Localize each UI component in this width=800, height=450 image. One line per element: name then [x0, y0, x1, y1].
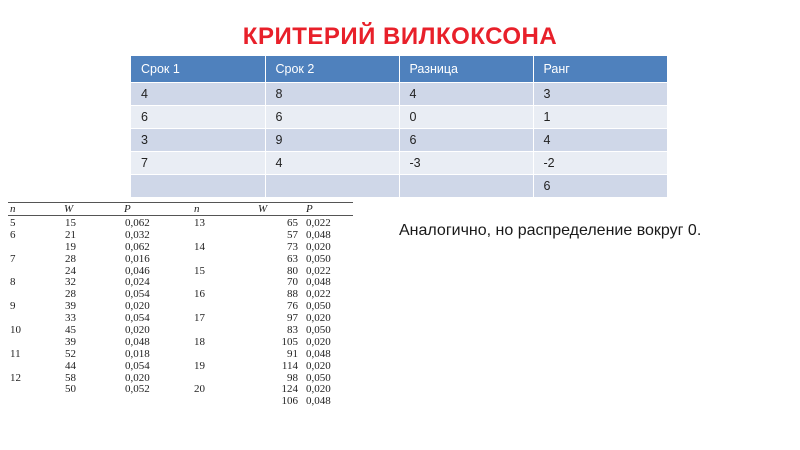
table-cell-n: 8 [10, 276, 16, 289]
table-cell-n: 15 [194, 264, 205, 277]
table-cell-w: 52 [65, 347, 76, 360]
table-row [10, 254, 180, 266]
critical-table-left-block [10, 218, 180, 396]
table-cell-p: 0,062 [125, 240, 150, 253]
table-cell-p: 0,022 [306, 264, 331, 277]
table-cell: 4 [265, 151, 399, 174]
table-cell-n: 19 [194, 359, 205, 372]
table-row [10, 313, 180, 325]
table-cell-p: 0,020 [306, 240, 331, 253]
table-row [10, 349, 180, 361]
table-cell-w: 63 [287, 252, 298, 265]
table-cell-w: 76 [287, 300, 298, 313]
table-cell: 6 [533, 174, 667, 197]
table-row [10, 218, 180, 230]
table-cell-w: 57 [287, 228, 298, 241]
table-cell-w: 83 [287, 324, 298, 337]
table-row [10, 289, 180, 301]
table-cell: 4 [131, 82, 265, 105]
header-p-right: P [306, 203, 313, 215]
table-row [10, 373, 180, 385]
table-row [10, 242, 180, 254]
table-row [10, 337, 180, 349]
table-cell: 9 [265, 128, 399, 151]
header-term-2: Срок 2 [265, 56, 399, 82]
header-p-left: P [124, 203, 131, 215]
table-cell-w: 33 [65, 312, 76, 325]
table-cell-p: 0,048 [306, 395, 331, 408]
table-row [194, 337, 354, 349]
table-cell-n: 13 [194, 217, 205, 229]
table-cell-p: 0,048 [125, 335, 150, 348]
table-row [10, 266, 180, 278]
table-cell-n: 6 [10, 228, 16, 241]
table-cell-w: 114 [281, 359, 298, 372]
table-cell-w: 73 [287, 240, 298, 253]
table-cell-w: 124 [281, 383, 298, 396]
slide-title: КРИТЕРИЙ ВИЛКОКСОНА [242, 23, 558, 50]
table-row [131, 82, 667, 105]
table-row [10, 384, 180, 396]
table-cell-p: 0,020 [125, 324, 150, 337]
table-cell-w: 106 [281, 395, 298, 408]
critical-table-right-block [194, 218, 354, 408]
table-cell-p: 0,050 [306, 300, 331, 313]
table-cell-w: 24 [65, 264, 76, 277]
table-cell-p: 0,018 [125, 347, 150, 360]
table-cell-p: 0,054 [125, 288, 150, 301]
table-cell-w: 39 [65, 335, 76, 348]
table-row [10, 361, 180, 373]
table-cell-n: 12 [10, 371, 21, 384]
table-cell-p: 0,046 [125, 264, 150, 277]
table-cell-n: 18 [194, 335, 205, 348]
table-cell: -3 [399, 151, 533, 174]
table-cell-n: 20 [194, 383, 205, 396]
table-cell-p: 0,022 [306, 288, 331, 301]
table-cell-w: 39 [65, 300, 76, 313]
table-cell-p: 0,020 [125, 300, 150, 313]
table-row [194, 242, 354, 254]
table-cell-p: 0,020 [306, 335, 331, 348]
table-row [131, 151, 667, 174]
header-w-right: W [258, 203, 268, 215]
table-row [10, 301, 180, 313]
table-cell-w: 15 [65, 217, 76, 229]
table-cell-p: 0,024 [125, 276, 150, 289]
critical-table-header [8, 202, 353, 216]
table-cell-p: 0,020 [306, 359, 331, 372]
table-cell-n: 9 [10, 300, 16, 313]
table-cell-p: 0,050 [306, 324, 331, 337]
table-cell: 3 [533, 82, 667, 105]
table-cell-p: 0,020 [306, 312, 331, 325]
table-cell-n: 5 [10, 217, 16, 229]
table-cell-w: 58 [65, 371, 76, 384]
table-cell-w: 32 [65, 276, 76, 289]
table-cell-w: 44 [65, 359, 76, 372]
header-difference: Разница [399, 56, 533, 82]
table-cell: 4 [399, 82, 533, 105]
table-cell-p: 0,020 [306, 383, 331, 396]
table-cell-p: 0,048 [306, 228, 331, 241]
table-cell-p: 0,054 [125, 312, 150, 325]
table-cell-w: 91 [287, 347, 298, 360]
table-cell-w: 21 [65, 228, 76, 241]
header-term-1: Срок 1 [131, 56, 265, 82]
table-cell-w: 105 [281, 335, 298, 348]
table-cell-w: 80 [287, 264, 298, 277]
table-cell: 3 [131, 128, 265, 151]
table-cell-w: 97 [287, 312, 298, 325]
rank-table [131, 56, 667, 197]
table-cell-w: 65 [287, 217, 298, 229]
table-cell-n: 17 [194, 312, 205, 325]
table-cell-w: 70 [287, 276, 298, 289]
table-row [194, 396, 354, 408]
header-n-left: n [10, 203, 16, 215]
table-row [194, 349, 354, 361]
table-cell-w: 50 [65, 383, 76, 396]
table-row [194, 361, 354, 373]
table-cell-p: 0,032 [125, 228, 150, 241]
table-cell-p: 0,050 [306, 252, 331, 265]
table-cell: 7 [131, 151, 265, 174]
table-cell: 8 [265, 82, 399, 105]
table-cell-n: 16 [194, 288, 205, 301]
table-cell [131, 174, 265, 197]
table-cell-n: 14 [194, 240, 205, 253]
table-row [131, 128, 667, 151]
table-cell-p: 0,020 [125, 371, 150, 384]
table-cell-p: 0,022 [306, 217, 331, 229]
table-cell-w: 19 [65, 240, 76, 253]
table-cell-n: 7 [10, 252, 16, 265]
table-cell: 6 [265, 105, 399, 128]
header-w-left: W [64, 203, 74, 215]
table-row [131, 174, 667, 197]
table-cell [399, 174, 533, 197]
table-cell: 6 [131, 105, 265, 128]
table-cell [265, 174, 399, 197]
table-cell-w: 28 [65, 252, 76, 265]
table-cell: -2 [533, 151, 667, 174]
table-cell: 0 [399, 105, 533, 128]
table-row [131, 105, 667, 128]
table-row [10, 325, 180, 337]
header-rank: Ранг [533, 56, 667, 82]
table-cell-n: 10 [10, 324, 21, 337]
table-cell: 4 [533, 128, 667, 151]
table-cell-w: 88 [287, 288, 298, 301]
table-cell-p: 0,054 [125, 359, 150, 372]
table-row [10, 230, 180, 242]
note-text: Аналогично, но распределение вокруг 0. [399, 222, 702, 239]
rank-table-header-row [131, 56, 667, 82]
table-cell-p: 0,016 [125, 252, 150, 265]
table-row [10, 277, 180, 289]
table-cell-p: 0,052 [125, 383, 150, 396]
table-cell: 1 [533, 105, 667, 128]
header-n-right: n [194, 203, 200, 215]
table-cell-p: 0,050 [306, 371, 331, 384]
table-cell-w: 45 [65, 324, 76, 337]
critical-values-table [8, 202, 353, 438]
table-cell-n: 11 [10, 347, 21, 360]
table-cell-w: 28 [65, 288, 76, 301]
table-cell-p: 0,062 [125, 217, 150, 229]
table-cell-p: 0,048 [306, 276, 331, 289]
table-cell-w: 98 [287, 371, 298, 384]
table-row [194, 254, 354, 266]
table-row [194, 230, 354, 242]
table-cell-p: 0,048 [306, 347, 331, 360]
table-cell: 6 [399, 128, 533, 151]
